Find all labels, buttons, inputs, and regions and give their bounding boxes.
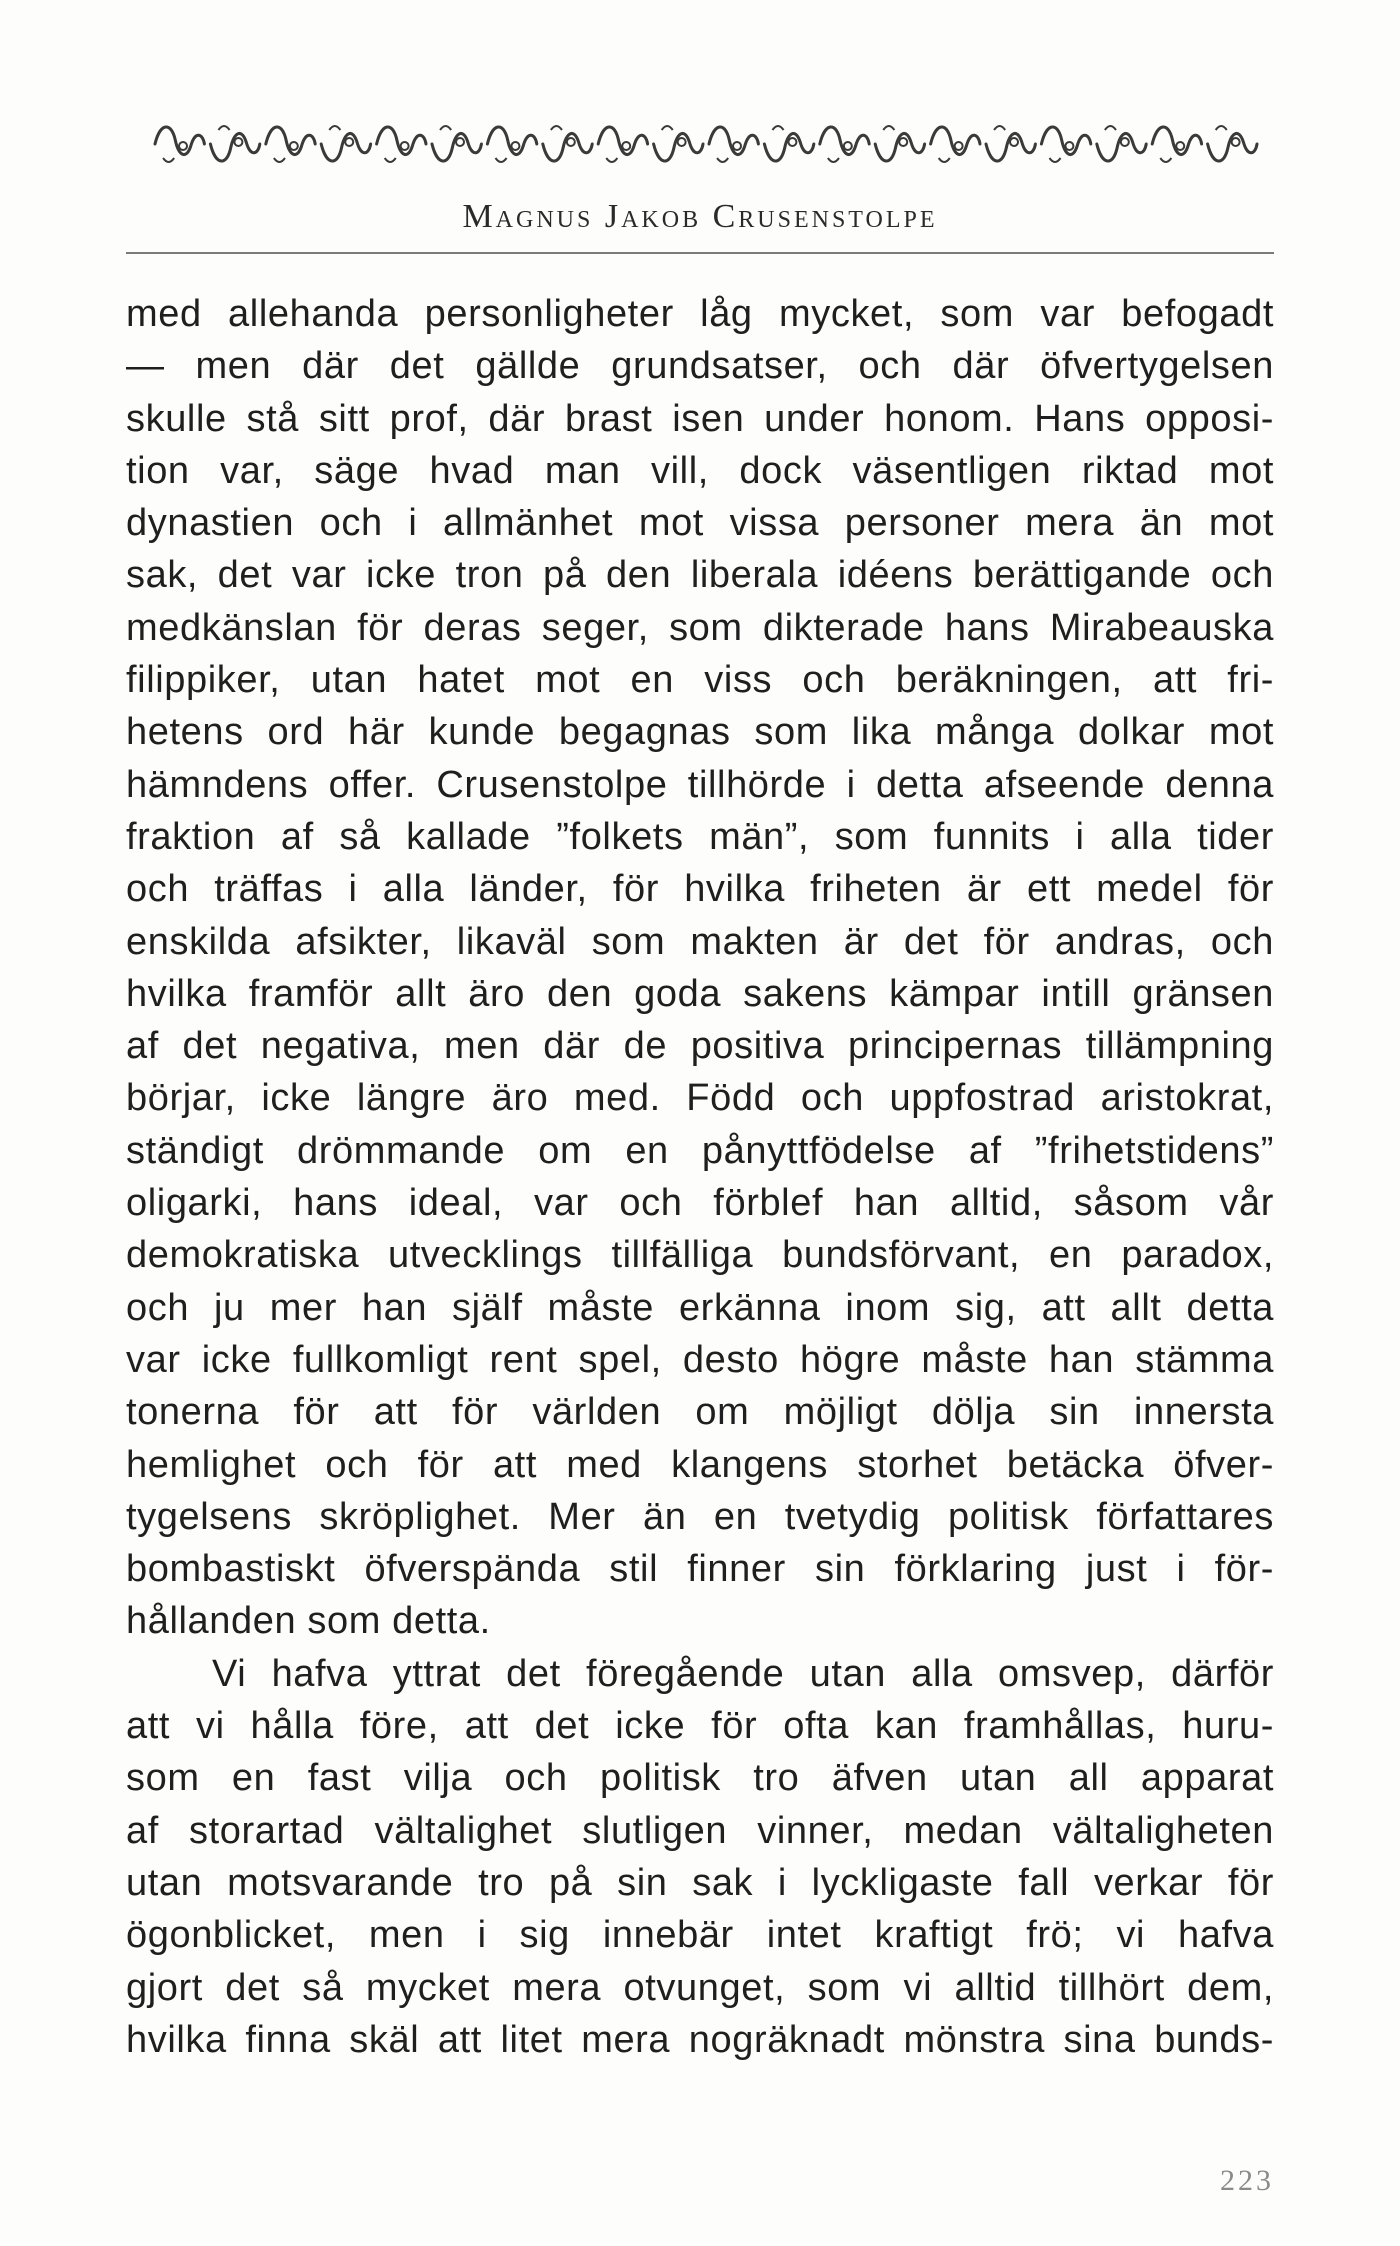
- text-line: tonerna för att för världen om möjligt dölja sin innersta: [126, 1391, 1274, 1434]
- text-line: bombastiskt öfverspända stil finner sin förklaring just i för-: [126, 1548, 1274, 1591]
- text-line: — men där det gällde grundsatser, och där öfvertygelsen: [126, 345, 1274, 388]
- scroll-motif: [1041, 127, 1090, 162]
- text-line: hvilka framför allt äro den goda sakens kämpar intill gränsen: [126, 972, 1274, 1015]
- scroll-motif: [487, 127, 536, 162]
- text-line: demokratiska utvecklings tillfälliga bundsförvant, en paradox,: [126, 1234, 1274, 1277]
- text-line-paragraph-start: Vi hafva yttrat det föregående utan alla omsvep, därför: [212, 1652, 1274, 1695]
- running-head: Magnus Jakob Crusenstolpe: [462, 198, 938, 235]
- scroll-motif: [1208, 126, 1257, 161]
- scroll-motif: [432, 126, 481, 161]
- text-line: tygelsens skröplighet. Mer än en tvetydig politisk författares: [126, 1495, 1274, 1538]
- text-line: hämndens offer. Crusenstolpe tillhörde i detta afseende denna: [126, 763, 1274, 806]
- scroll-ornament-icon: [152, 112, 1260, 176]
- text-line: hetens ord här kunde begagnas som lika många dolkar mot: [126, 711, 1274, 754]
- text-line: fraktion af så kallade ”folkets män”, som funnits i alla tider: [126, 815, 1274, 858]
- scroll-motif: [820, 127, 869, 162]
- page-number: 223: [1220, 2164, 1274, 2197]
- text-line: ögonblicket, men i sig innebär intet kraftigt frö; vi hafva: [126, 1914, 1274, 1957]
- text-line: gjort det så mycket mera otvunget, som vi alltid tillhört dem,: [126, 1966, 1274, 2009]
- text-line: börjar, icke längre äro med. Född och uppfostrad aristokrat,: [126, 1077, 1274, 1120]
- text-line-paragraph-end: hållanden som detta.: [126, 1600, 491, 1643]
- text-line: af det negativa, men där de positiva principernas tillämpning: [126, 1025, 1274, 1068]
- scroll-motif: [266, 127, 315, 162]
- scroll-motif: [986, 126, 1035, 161]
- text-line: sak, det var icke tron på den liberala idéens berättigande och: [126, 554, 1274, 597]
- text-line: hvilka finna skäl att litet mera nogräknadt mönstra sina bunds-: [126, 2018, 1274, 2061]
- scroll-motif: [1152, 127, 1201, 162]
- text-line: enskilda afsikter, likaväl som makten är det för andras, och: [126, 920, 1274, 963]
- text-line: och ju mer han själf måste erkänna inom sig, att allt detta: [126, 1286, 1274, 1329]
- text-line: filippiker, utan hatet mot en viss och beräkningen, att fri-: [126, 659, 1274, 702]
- text-line: tion var, säge hvad man vill, dock väsentligen riktad mot: [126, 449, 1274, 492]
- scroll-motif: [654, 126, 703, 161]
- text-line: med allehanda personligheter låg mycket, som var befogadt: [126, 293, 1274, 335]
- header-ornament: [152, 112, 1260, 176]
- text-line: var icke fullkomligt rent spel, desto högre måste han stämma: [126, 1338, 1274, 1381]
- scroll-motif: [709, 127, 758, 162]
- text-line: hemlighet och för att med klangens storhet betäcka öfver-: [126, 1443, 1274, 1486]
- scroll-motif: [321, 126, 370, 161]
- text-line: oligarki, hans ideal, var och förblef han alltid, såsom vår: [126, 1182, 1274, 1225]
- text-line: medkänslan för deras seger, som dikterade hans Mirabeauska: [126, 606, 1274, 649]
- scroll-motif: [764, 126, 813, 161]
- body-text: [126, 288, 1274, 2066]
- text-line: ständigt drömmande om en pånyttfödelse af ”frihetstidens”: [126, 1129, 1274, 1172]
- text-line: dynastien och i allmänhet mot vissa personer mera än mot: [126, 502, 1274, 545]
- scroll-motif: [377, 127, 426, 162]
- scroll-motif: [875, 126, 924, 161]
- text-line: skulle stå sitt prof, där brast isen under honom. Hans opposi-: [126, 397, 1274, 440]
- scroll-motif: [1097, 126, 1146, 161]
- text-line: och träffas i alla länder, för hvilka friheten är ett medel för: [126, 868, 1274, 911]
- text-line: utan motsvarande tro på sin sak i lyckligaste fall verkar för: [126, 1861, 1274, 1904]
- scroll-motif: [155, 127, 204, 162]
- scroll-motif: [598, 127, 647, 162]
- text-line: att vi hålla före, att det icke för ofta kan framhållas, huru-: [126, 1705, 1274, 1748]
- scroll-motif: [210, 126, 259, 161]
- scroll-motif: [543, 126, 592, 161]
- text-line: af storartad vältalighet slutligen vinner, medan vältaligheten: [126, 1809, 1274, 1852]
- text-line: som en fast vilja och politisk tro äfven utan all apparat: [126, 1757, 1274, 1800]
- header-rule: [126, 252, 1274, 254]
- scroll-motif: [931, 127, 980, 162]
